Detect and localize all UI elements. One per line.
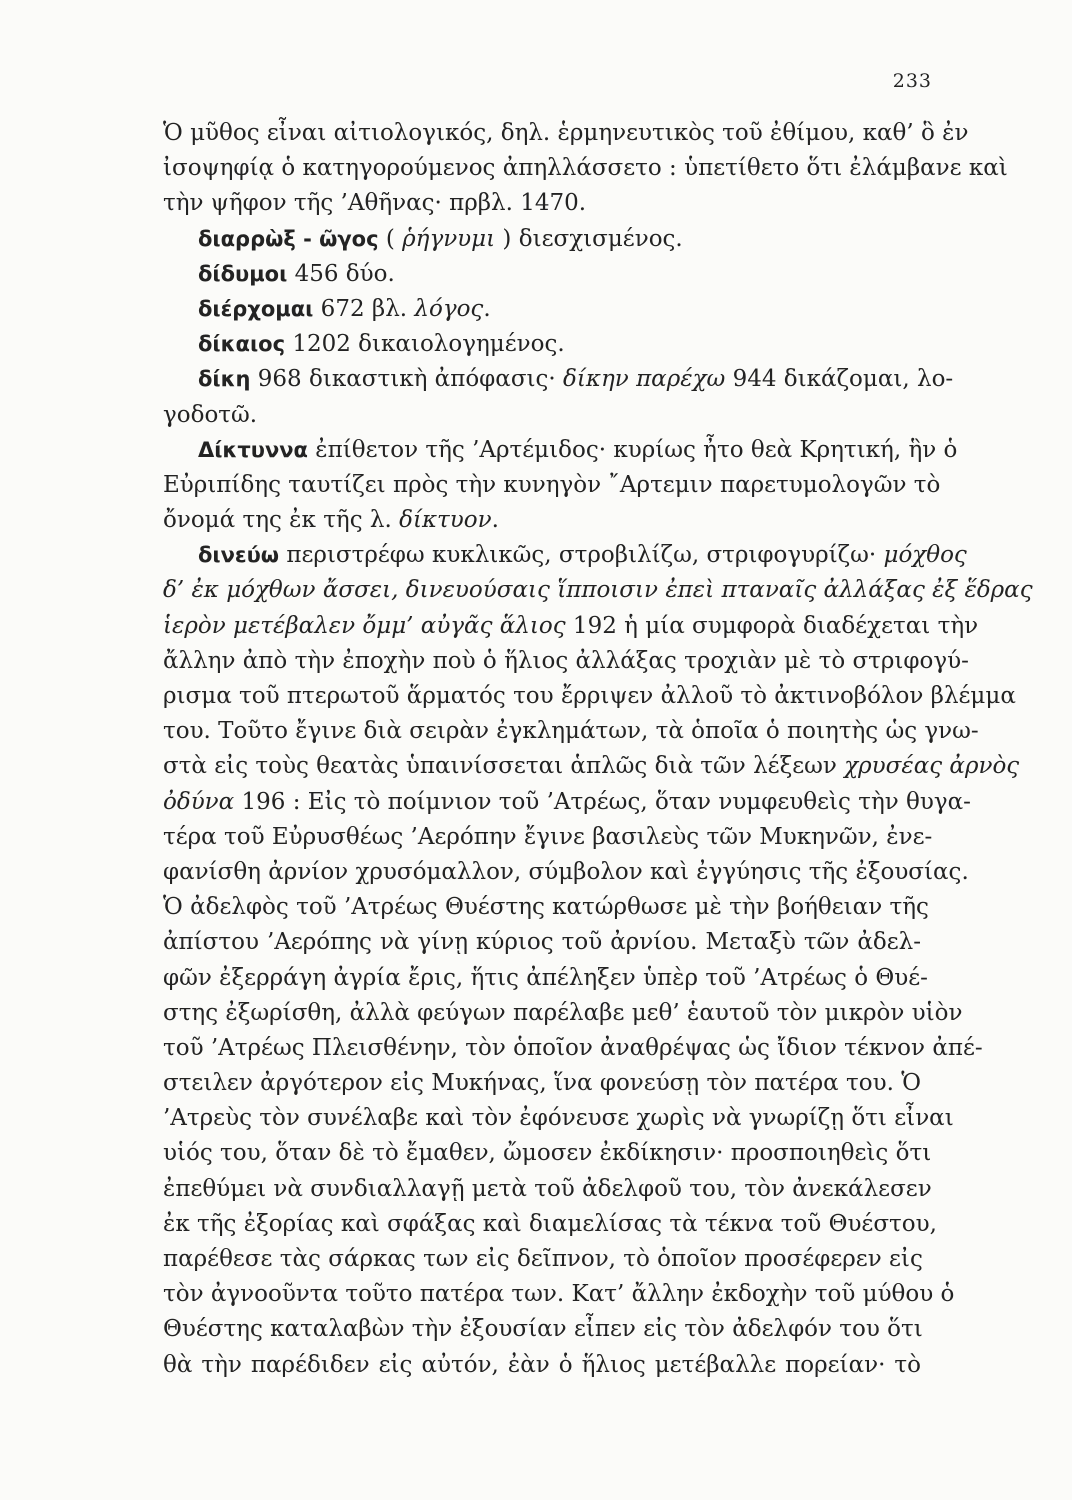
text-line xyxy=(163,398,921,433)
text-line xyxy=(163,257,921,292)
italic-text: λόγος xyxy=(414,295,484,322)
text-line xyxy=(163,1348,921,1383)
text-segment: ( xyxy=(378,225,403,252)
page-number: 233 xyxy=(892,70,932,92)
text-line xyxy=(163,679,1016,714)
text-segment: περιστρέφω κυκλικῶς, στροβιλίζω, στριφογυρίζω· xyxy=(279,542,884,569)
text-line xyxy=(163,222,921,257)
text-segment: 672 βλ. xyxy=(313,295,415,322)
text-segment: ὄνομά της ἐκ τῆς λ. xyxy=(163,507,400,534)
text-line xyxy=(163,820,933,855)
text-segment: γοδοτῶ. xyxy=(163,401,258,428)
text-segment: ) διεσχισμένος. xyxy=(495,225,683,252)
text-line xyxy=(163,292,921,327)
text-segment: τοῦ ’Ατρέως Πλεισθένην, τὸν ὁποῖον ἀναθρέψας ὡς ἴδιον τέκνον ἀπέ- xyxy=(163,1034,983,1061)
text-line xyxy=(163,327,921,362)
entry-headword: δίδυμοι xyxy=(198,261,288,286)
text-segment: στης ἐξωρίσθη, ἀλλὰ φεύγων παρέλαβε μεθ’ ἑαυτοῦ τὸν μικρὸν υἱὸν xyxy=(163,999,963,1026)
text-segment: ἐπίθετον τῆς ’Αρτέμιδος· κυρίως ἦτο θεὰ Κρητική, ἣν ὁ xyxy=(307,436,958,463)
text-line xyxy=(163,151,1008,186)
text-line xyxy=(163,573,1033,608)
italic-text: δίκτυον xyxy=(399,507,492,534)
text-line xyxy=(163,785,971,820)
text-line xyxy=(163,433,958,468)
text-line xyxy=(163,1242,921,1277)
italic-text: μόχθος xyxy=(883,542,967,569)
text-segment: 1202 δικαιολογημένος. xyxy=(285,331,565,358)
text-line xyxy=(163,186,921,221)
text-line xyxy=(163,1277,955,1312)
text-segment: Θυέστης καταλαβὼν τὴν ἐξουσίαν εἶπεν εἰς τὸν ἀδελφόν του ὅτι xyxy=(163,1316,923,1343)
text-line xyxy=(163,116,969,151)
text-line xyxy=(163,961,928,996)
entry-headword: διαρρὼξ - ῶγος xyxy=(198,226,379,251)
text-segment: στειλεν ἀργότερον εἰς Μυκήνας, ἵνα φονεύσῃ τὸν πατέρα του. Ὁ xyxy=(163,1070,921,1097)
text-segment: τὴν ψῆφον τῆς ’Αθῆνας· πρβλ. 1470. xyxy=(163,190,587,217)
italic-text: ῥήγνυμι xyxy=(402,225,496,252)
text-segment: 944 δικάζομαι, λο- xyxy=(725,366,954,393)
text-line xyxy=(163,749,1020,784)
text-line xyxy=(163,362,954,397)
text-line xyxy=(163,1172,932,1207)
text-segment: . xyxy=(483,295,491,322)
text-segment: θὰ τὴν παρέδιδεν εἰς αὐτόν, ἐὰν ὁ ἥλιος μετέβαλλε πορείαν· τὸ xyxy=(163,1351,921,1378)
text-segment: . xyxy=(491,507,499,534)
text-segment: 196 : Εἰς τὸ ποίμνιον τοῦ ’Ατρέως, ὅταν νυμφευθεὶς τὴν θυγα- xyxy=(234,788,971,815)
italic-text: ἱερὸν μετέβαλεν ὄμμ’ αὐγᾶς ἅλιος xyxy=(163,612,566,639)
text-line xyxy=(163,609,979,644)
text-segment: ἐκ τῆς ἐξορίας καὶ σφάξας καὶ διαμελίσας τὰ τέκνα τοῦ Θυέστου, xyxy=(163,1210,937,1237)
text-segment: Ὁ ἀδελφὸς τοῦ ’Ατρέως Θυέστης κατώρθωσε μὲ τὴν βοήθειαν τῆς xyxy=(163,894,929,921)
text-segment: τέρα τοῦ Εὐρυσθέως ’Αερόπην ἔγινε βασιλεὺς τῶν Μυκηνῶν, ἐνε- xyxy=(163,823,933,850)
entry-headword: δινεύω xyxy=(198,543,280,568)
text-segment: Εὐριπίδης ταυτίζει πρὸς τὴν κυνηγὸν ῎Αρτεμιν παρετυμολογῶν τὸ xyxy=(163,471,941,498)
text-segment: ἐπεθύμει νὰ συνδιαλλαγῇ μετὰ τοῦ ἀδελφοῦ του, τὸν ἀνεκάλεσεν xyxy=(163,1175,932,1202)
glossary-text xyxy=(163,116,1033,1383)
text-line xyxy=(163,538,967,573)
italic-text: δ’ ἐκ μόχθων ἄσσει, δινευούσαις ἵπποισιν ἐπεὶ πταναῖς ἀλλάξας ἐξ ἕδρας xyxy=(163,577,1033,604)
text-line xyxy=(163,1136,932,1171)
text-segment: στὰ εἰς τοὺς θεατὰς ὑπαινίσσεται ἁπλῶς διὰ τῶν λέξεων xyxy=(163,753,845,780)
entry-headword: Δίκτυννα xyxy=(198,437,308,462)
text-line xyxy=(163,714,979,749)
text-segment: ’Ατρεὺς τὸν συνέλαβε καὶ τὸν ἐφόνευσε χωρὶς νὰ γνωρίζῃ ὅτι εἶναι xyxy=(163,1105,954,1132)
text-segment: φανίσθη ἀρνίον χρυσόμαλλον, σύμβολον καὶ ἐγγύησις τῆς ἐξουσίας. xyxy=(163,858,969,885)
text-line xyxy=(163,1066,921,1101)
text-line xyxy=(163,855,969,890)
text-segment: Ὁ μῦθος εἶναι αἰτιολογικός, δηλ. ἑρμηνευτικὸς τοῦ ἐθίμου, καθ’ ὃ ἐν xyxy=(163,120,969,146)
text-line xyxy=(163,1207,937,1242)
text-line xyxy=(163,503,921,538)
text-line xyxy=(163,1312,921,1347)
italic-text: ὀδύνα xyxy=(163,788,235,815)
text-line xyxy=(163,890,929,925)
entry-headword: δίκη xyxy=(198,367,251,392)
text-segment: τὸν ἀγνοοῦντα τοῦτο πατέρα των. Κατ’ ἄλλην ἐκδοχὴν τοῦ μύθου ὁ xyxy=(163,1281,955,1308)
text-line xyxy=(163,644,969,679)
text-segment: παρέθεσε τὰς σάρκας των εἰς δεῖπνον, τὸ ὁποῖον προσέφερεν εἰς xyxy=(163,1246,923,1272)
text-segment: 192 ἡ μία συμφορὰ διαδέχεται τὴν xyxy=(565,612,979,639)
italic-text: δίκην παρέχω xyxy=(563,366,726,393)
text-segment: ἄλλην ἀπὸ τὴν ἐποχὴν ποὺ ὁ ἥλιος ἀλλάξας τροχιὰν μὲ τὸ στριφογύ- xyxy=(163,647,969,674)
text-segment: 968 δικαστικὴ ἀπόφασις· xyxy=(250,366,564,393)
text-segment: φῶν ἐξερράγη ἀγρία ἔρις, ἥτις ἀπέληξεν ὑπὲρ τοῦ ’Ατρέως ὁ Θυέ- xyxy=(163,964,928,991)
text-line xyxy=(163,1031,983,1066)
text-segment: ρισμα τοῦ πτερωτοῦ ἅρματός του ἔρριψεν ἀλλοῦ τὸ ἀκτινοβόλον βλέμμα xyxy=(163,683,1016,709)
text-segment: ἰσοψηφίᾳ ὁ κατηγορούμενος ἀπηλλάσσετο : ὑπετίθετο ὅτι ἐλάμβανε καὶ xyxy=(163,155,1008,182)
text-segment: υἱός του, ὅταν δὲ τὸ ἔμαθεν, ὤμοσεν ἐκδίκησιν· προσποιηθεὶς ὅτι xyxy=(163,1140,932,1167)
text-segment: 456 δύο. xyxy=(287,260,395,287)
text-line xyxy=(163,468,941,503)
text-line xyxy=(163,1101,954,1136)
entry-headword: δίκαιος xyxy=(198,332,286,357)
text-line xyxy=(163,996,963,1031)
text-segment: του. Τοῦτο ἔγινε διὰ σειρὰν ἐγκλημάτων, τὰ ὁποῖα ὁ ποιητὴς ὡς γνω- xyxy=(163,718,979,745)
italic-text: χρυσέας ἀρνὸς xyxy=(844,753,1020,780)
text-segment: ἀπίστου ’Αερόπης νὰ γίνῃ κύριος τοῦ ἀρνίου. Μεταξὺ τῶν ἀδελ- xyxy=(163,929,921,956)
text-line xyxy=(163,925,921,960)
entry-headword: διέρχομαι xyxy=(198,296,314,321)
